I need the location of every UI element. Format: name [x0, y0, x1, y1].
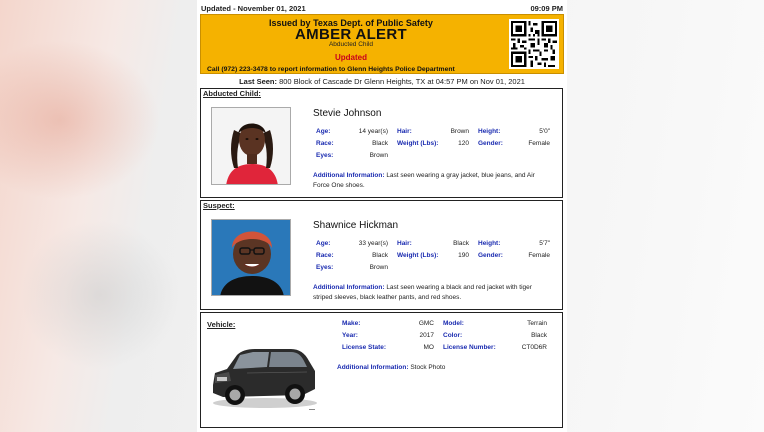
amber-alert-poster	[197, 0, 567, 432]
alert-banner	[200, 14, 564, 74]
last-seen-value: 800 Block of Cascade Dr Glenn Heights, TX at 04:57 PM on Nov 01, 2021	[279, 77, 525, 86]
suspect-age-label: Age:	[316, 240, 331, 247]
vehicle-make-label: Make:	[342, 320, 361, 327]
child-hair-label: Hair:	[397, 128, 412, 135]
vehicle-additional-text: Stock Photo	[410, 364, 446, 371]
vehicle-color: Black	[531, 332, 547, 339]
issuer-text: Issued by Texas Dept. of Public Safety	[269, 18, 433, 28]
license-state: MO	[423, 344, 434, 351]
vehicle-photo	[207, 339, 319, 413]
child-name: Stevie Johnson	[313, 108, 382, 119]
qr-code-icon[interactable]	[509, 19, 559, 69]
suspect-additional-info	[313, 283, 549, 303]
vehicle-model: Terrain	[527, 320, 547, 327]
child-details	[316, 128, 552, 158]
suspect-eyes: Brown	[369, 264, 388, 271]
last-seen-label: Last Seen:	[239, 77, 277, 86]
vehicle-section	[200, 312, 563, 428]
child-weight: 120	[458, 140, 469, 147]
suspect-hair: Black	[453, 240, 469, 247]
suspect-name: Shawnice Hickman	[313, 220, 399, 231]
child-height-label: Height:	[478, 128, 501, 135]
child-race: Black	[372, 140, 388, 147]
vehicle-additional-info	[337, 363, 547, 373]
suspect-details	[316, 240, 552, 270]
updated-date: Updated - November 01, 2021	[201, 4, 306, 13]
child-gender-label: Gender:	[478, 140, 503, 147]
vehicle-color-label: Color:	[443, 332, 463, 339]
header-bar	[201, 4, 563, 13]
vehicle-model-label: Model:	[443, 320, 464, 327]
suspect-race-label: Race:	[316, 252, 334, 259]
child-height: 5'0"	[539, 128, 550, 135]
child-additional-text: Last seen wearing a gray jacket, blue jeans, and Air Force One shoes.	[313, 172, 535, 189]
vehicle-section-label: Vehicle:	[207, 320, 236, 329]
suspect-weight: 190	[458, 252, 469, 259]
suspect-additional-label: Additional Information:	[313, 284, 385, 291]
child-eyes: Brown	[369, 152, 388, 159]
call-instructions: Call (972) 223-3478 to report information to Glenn Heights Police Department	[207, 66, 455, 73]
suspect-gender-label: Gender:	[478, 252, 503, 259]
alert-status: Updated	[335, 53, 367, 62]
child-section-label: Abducted Child:	[203, 89, 261, 98]
child-photo	[211, 107, 291, 185]
child-hair: Brown	[450, 128, 469, 135]
background-blur-left-lower	[20, 220, 180, 370]
child-age-label: Age:	[316, 128, 331, 135]
child-gender: Female	[528, 140, 550, 147]
child-additional-info	[313, 171, 549, 191]
suspect-age: 33 year(s)	[358, 240, 388, 247]
alert-subtitle: Abducted Child	[328, 41, 374, 48]
alert-title: AMBER ALERT	[295, 26, 407, 43]
updated-time: 09:09 PM	[530, 4, 563, 13]
suspect-hair-label: Hair:	[397, 240, 412, 247]
vehicle-additional-label: Additional Information:	[337, 364, 409, 371]
suspect-weight-label: Weight (Lbs):	[397, 252, 439, 259]
license-state-label: License State:	[342, 344, 387, 351]
suspect-photo	[211, 219, 291, 296]
suspect-race: Black	[372, 252, 388, 259]
suspect-height: 5'7"	[539, 240, 550, 247]
child-race-label: Race:	[316, 140, 334, 147]
suspect-additional-text: Last seen wearing a black and red jacket with tiger striped sleeves, black leather pants, and red shoes.	[313, 284, 532, 301]
child-section	[200, 88, 563, 198]
vehicle-details	[342, 320, 550, 354]
child-additional-label: Additional Information:	[313, 172, 385, 179]
license-number-label: License Number:	[443, 344, 496, 351]
suspect-section-label: Suspect:	[203, 201, 235, 210]
vehicle-make: GMC	[418, 320, 434, 327]
last-seen-line	[197, 77, 567, 86]
suspect-section	[200, 200, 563, 310]
child-weight-label: Weight (Lbs):	[397, 140, 439, 147]
suspect-eyes-label: Eyes:	[316, 264, 334, 271]
suspect-height-label: Height:	[478, 240, 501, 247]
vehicle-year: 2017	[419, 332, 434, 339]
background-blur-left	[0, 40, 160, 200]
child-eyes-label: Eyes:	[316, 152, 334, 159]
child-age: 14 year(s)	[358, 128, 388, 135]
license-number: CT0D6R	[521, 344, 547, 351]
suspect-gender: Female	[528, 252, 550, 259]
vehicle-year-label: Year:	[342, 332, 358, 339]
